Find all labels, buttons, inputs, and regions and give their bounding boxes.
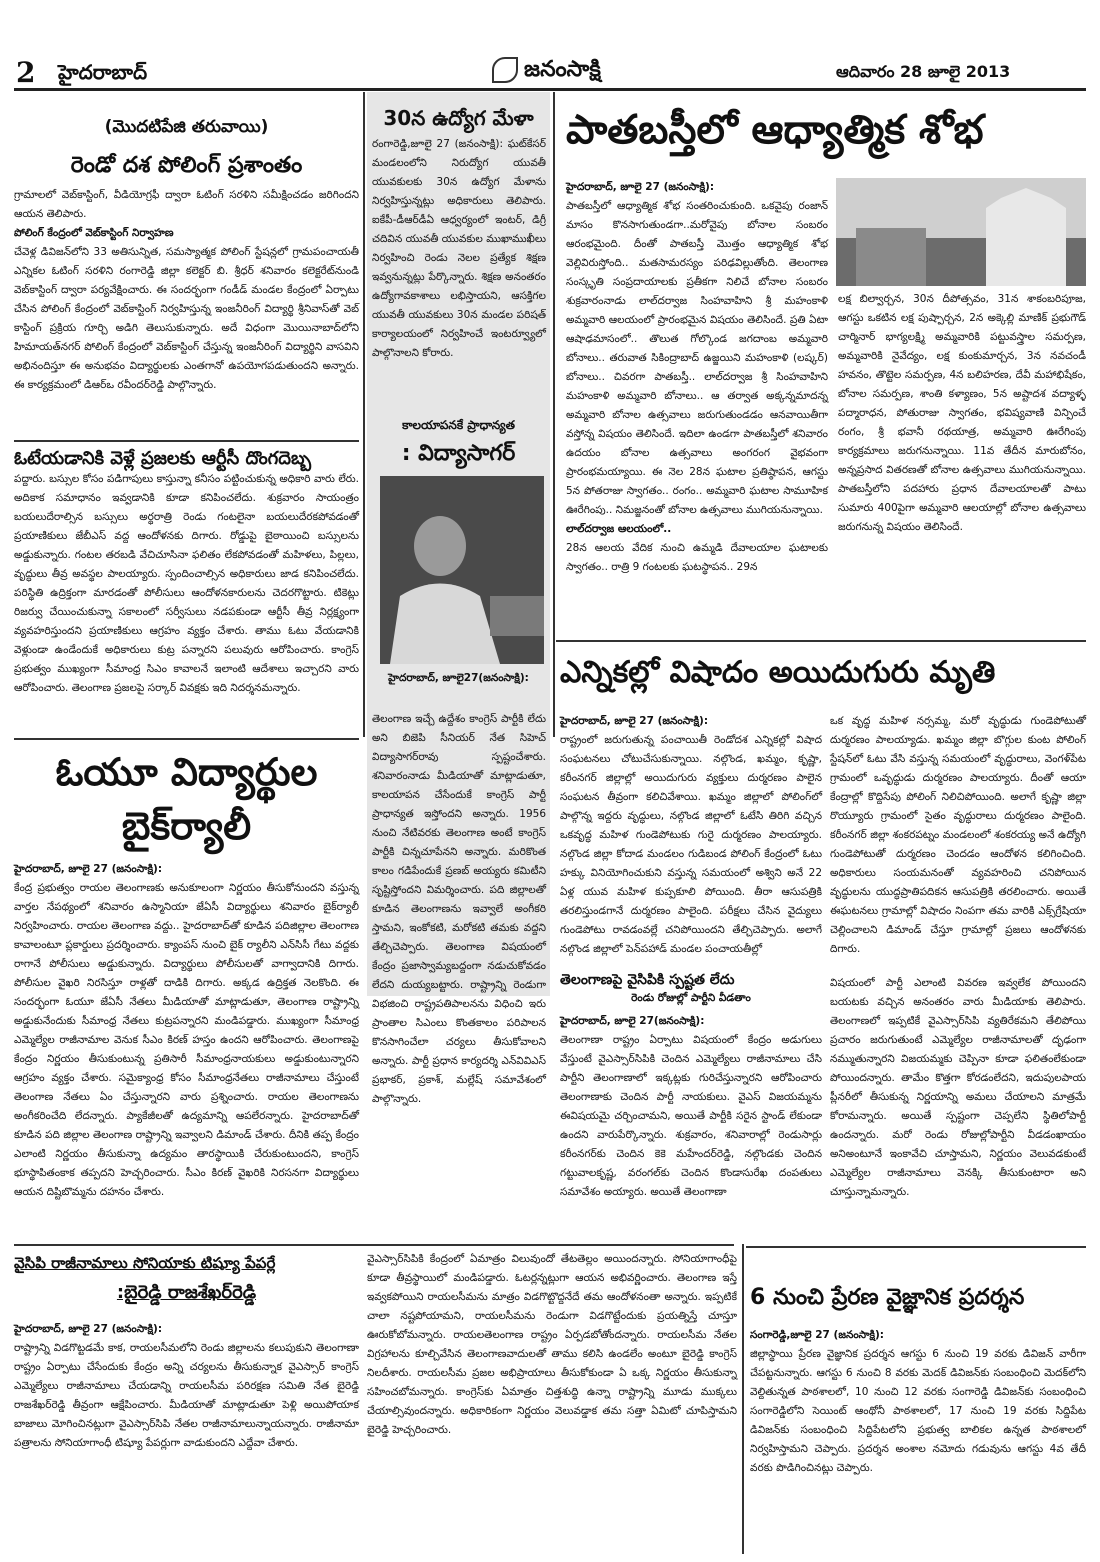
- paragraph: చేవెళ్ల డివిజన్‌లోని 33 అతిసున్నిత, సమస్యాత్మక పోలింగ్ స్టేషన్లలో గ్రామపంచాయతీ ఎన్నికల ఓటింగ్ సరళిని రంగారెడ్డి జిల్లా కలెక్టర్ బి. శ్రీధర్ శనివారం కలెక్టరేట్‌నుండి వెబ్‌కాస్టింగ్ ద్వారా పర్యవేక్షించారు. ఈ సందర్భంగా గండీడ్ మండల కేంద్రంలో ఏర్పాటు చేసిన పోలింగ్ కేంద్రంలో వెబ్‌కాస్టింగ్ నిర్వహిస్తున్న ఇంజనీరింగ్ విద్యార్థి శ్రీనివాస్‌తో వెబ్ కాస్టింగ్ ప్రక్రియ గూర్చి అడిగి తెలుసుకున్నారు. అదే విధంగా మొయినాబాద్‌లోని హిమాయత్‌నగర్ పోలింగ్ కేంద్రంలో వెబ్‌కాస్టింగ్ చేస్తున్న ఇంజనీరింగ్ విద్యార్థిని వాసవిని అభినందిస్తూ ఈ అనుభవం విద్యార్థులకు ఎంతగానో ఉపయోగపడుతుందని అన్నారు. ఈ కార్యక్రమంలో డిఆర్‌ఒ రవీందర్‌రెడ్డి పాల్గొన్నారు.: [14, 246, 359, 391]
- paragraph: వైఎస్సార్‌సిపికి కేంద్రంలో ఏమాత్రం విలువుందో తేటతెల్లం అయిందన్నారు. సోనియాగాంధీపై కూడా తీవ్రస్థాయిలో మండిపడ్డారు. ఓటర్లన్నట్లుగా ఆయన అభివర్ణించారు. తెలంగాణ ఇస్తే ఇవ్వకపోయిని రాయలసీమను మాత్రం విడగొట్టొద్దనేదే తమ ఆందోళనంతా అన్నారు. ఇప్పటికే చాలా నష్టపోయామని, రాయలసీమను రెండుగా విడగొట్టేందుకు ప్రయత్నిస్తే చూస్తూ ఊరుకోబోమన్నారు. రాయలతెలంగాణ రాష్ట్రం ఏర్పడబోతోందన్నారు. రాయలసీమ నేతల విగ్రహాలను కూల్చివేసిన తెలంగాణవాదులతో తాము కలిసి ఉండలేం అంటూ బైరెడ్డి కాంగ్రెస్ నిలదీశారు. రాయలసీమ ప్రజల అభిప్రాయాలు తీసుకోకుండా ఏ ఒక్క నిర్ణయం తీసుకున్నా సహించబోమన్నారు. కాంగ్రెస్‌కు ఏమాత్రం చిత్తశుద్ధి ఉన్నా రాష్ట్రాన్ని మూడు ముక్కలు చేయాల్సివుందన్నారు. అధికారికంగా నిర్ణయం వెలువడ్డాక తమ సత్తా ఏమిటో చూపిస్తామని బైరెడ్డి హెచ్చరించారు.: [367, 1253, 737, 1436]
- article-body: [14, 860, 359, 1240]
- dateline: సంగారెడ్డి,జూలై 27 (జనంసాక్షి):: [750, 1329, 884, 1341]
- masthead-title: జనంసాక్షి: [524, 57, 601, 82]
- divider: [14, 1244, 734, 1246]
- temple-image: [836, 178, 1086, 286]
- paragraph: పాతబస్తీలో ఆధ్యాత్మిక శోభ సంతరించుకుంది. ఒకవైపు రంజాన్ మాసం కొనసాగుతుండగా..మరోవైపు బోనాల సంబరం ఆరంభమైంది. దీంతో పాతబస్తీ మొత్తం ఆధ్యాత్మిక శోభ వెల్లివిరుస్తోంది.. మతసామరస్యం పరిఢవిల్లుతోంది. తెలంగాణ సంస్కృతి సంప్రదాయాలకు ప్రతీకగా నిలిచే బోనాల సంబరం శుక్రవారంనాడు లాల్‌దర్వాజ సింహవాహిని శ్రీ మహంకాళి అమ్మవారి ఆలయంలో ప్రారంభమైన విషయం తెలిసిందే. ప్రతి ఏటా ఆషాఢమాసంలో.. తొలుత గోల్కొండ జగదాంబ అమ్మవారి బోనాలు.. తరువాత సికింద్రాబాద్ ఉజ్జయిని మహంకాళి (లష్కర్) బోనాలు.. చివరగా పాతబస్తీ.. లాల్‌దర్వాజ శ్రీ సింహవాహిని మహంకాళి అమ్మవారి బోనాలు.. ఆ తర్వాత అక్కన్నమాదన్న అమ్మవారి బోనాల ఉత్సవాలు జరుగుతుండడం ఆనవాయితీగా వస్తోన్న విషయం తెలిసిందే. ఇదిలా ఉండగా పాతబస్తీలో శనివారం ఉదయం బోనాల ఉత్సవాలు అంగరంగ వైభవంగా ప్రారంభమయ్యాయి. ఈ నెల 28న ఘటాల ప్రతిష్ఠాపన, ఆగస్టు 5న పోతరాజు స్వాగతం.. రంగం.. అమ్మవారి ఘటాల సామూహిక ఊరేగింపు.. నిమజ్జనంతో బోనాల ఉత్సవాలు ముగియనున్నాయి.: [566, 200, 828, 516]
- column-rule: [553, 92, 555, 737]
- paragraph: పద్దారు. బస్సుల కోసం పడిగాపులు కాస్తున్నా కనీసం పట్టించుకున్న అధికారి వారు లేరు. అదికాక సమాధానం ఇవ్వడానికి కూడా కనిపించలేదు. శుక్రవారం సాయంత్రం బయలుదేరాల్సిన బస్సులు అర్థరాత్రి రెండు గంటలైనా బయలుదేరకపోవడంతో ప్రయాణికులు జేబీఎస్ వద్ద ఆందోళనకు దిగారు. రోడ్డుపై బైఠాయించి బస్సులను అడ్డుకున్నారు. గంటల తరబడి వేచిచూసినా ఫలితం లేకపోవడంతో మహిళలు, పిల్లలు, వృద్ధులు తీవ్ర అవస్థల పాలయ్యారు. స్పందించాల్సిన అధికారులు జాడ కనిపించలేదు. పరిస్థితి ఉద్రిక్తంగా మారడంతో పోలీసులు ఆందోళనకారులను చెదరగొట్టారు. టికెట్లు రిజర్వు చేయించుకున్నా సకాలంలో సర్వీసులు నడపకుండా ఆర్టీసీ తీవ్ర నిర్లక్ష్యంగా వ్యవహరిస్తుందని ప్రయాణికులు ఆగ్రహం వ్యక్తం చేశారు. తాము ఓటు వేయడానికి వెళ్లుండా ఉండేందుకే అధికారులు కుట్ర పన్నారని పలువురు ఆరోపించారు. కాంగ్రెస్ ప్రభుత్వం ముఖ్యంగా సీమాంధ్ర సిఎం కావాలనే ఇలాంటి ఆదేశాలు ఇచ్చారని వారు ఆరోపించారు. తెలంగాణ ప్రజలపై సర్కార్ వివక్షకు ఇది నిదర్శనమన్నారు.: [14, 473, 359, 694]
- portrait-photo: [380, 476, 544, 664]
- divider: [556, 640, 1086, 642]
- article-body: [830, 712, 1086, 974]
- kicker: కాలయాపనకే ప్రాధాన్యత: [402, 418, 515, 432]
- divider: [14, 738, 359, 740]
- dateline: హైదరాబాద్, జూలై27(జనంసాక్షి):: [388, 672, 529, 684]
- paragraph: కేంద్ర ప్రభుత్వం రాయల తెలంగాణకు అనుకూలంగా నిర్ణయం తీసుకోనుందని వస్తున్న వార్తల నేపథ్యంలో శనివారం ఉస్మానియా జేఏసీ విద్యార్థులు శనివారం బైక్‌ర్యాలీ నిర్వహించారు. రాయల తెలంగాణ వద్దు.. హైదరాబాద్‌తో కూడిన పదిజిల్లాల తెలంగాణ కావాలంటూ ప్లకార్డులు ప్రదర్శించారు. క్యాంపస్ నుంచి బైక్ ర్యాలీని ఎన్‌సిసీ గేటు వద్దకు రాగానే పోలీసులు అడ్డుకున్నారు. విద్యార్థులు పోలీసులతో వాగ్వాదానికి దిగారు. పోలీసుల వైఖరి నిరసిస్తూ రాళ్లతో దాడికి దిగారు. అక్కడ ఉద్రిక్తత నెలకొంది. ఈ సందర్భంగా ఓయూ జేఏసీ నేతలు మీడియాతో మాట్లాడుతూ, తెలంగాణ రాష్ట్రాన్ని అడ్డుకునేందుకు సీమాంధ్ర నేతలు కుట్రపన్నారని మండిపడ్డారు. ముఖ్యంగా సీమాంధ్ర ఎమ్మెల్యేల రాజీనామాల వెనుక సీఎం కిరణ్ హస్తం ఉందని ఆరోపించారు. తెలంగాణపై కేంద్రం నిర్ణయం తీసుకుంటున్న ప్రతిసారీ సీమాంధ్రనాయకులు అడ్డుకుంటున్నారని ఆగ్రహం వ్యక్తం చేశారు. సమైక్యాంధ్ర కోసం సీమాంధ్రనేతలు రాజీనామాలు చేస్తుంటే తెలంగాణ నేతలు ఏం చేస్తున్నారని వారు ప్రశ్నించారు. రాయల తెలంగాణను అంగీకరించేది లేదన్నారు. ప్యాకేజీలతో ఉద్యమాన్ని ఆపలేరన్నారు. హైదరాబాద్‌తో కూడిన పది జిల్లాల తెలంగాణ రాష్ట్రాన్ని ఇవ్వాలని డిమాండ్ చేశారు. దీనికి తప్ప కేంద్రం ఎలాంటి నిర్ణయం తీసుకున్నా ఉద్యమం తారస్థాయికి చేరుకుంటుందని, కాంగ్రెస్ భూస్థాపితంకాక తప్పదని హెచ్చరించారు. సీఎం కిరణ్ వైఖరికి నిరసనగా విద్యార్థులు ఆయన దిష్టిబొమ్మను దహనం చేశారు.: [14, 882, 359, 1198]
- dateline: హైదరాబాద్, జూలై 27(జనంసాక్షి):: [560, 1015, 705, 1027]
- paragraph: రంగారెడ్డి,జూలై 27 (జనంసాక్షి): ఘట్‌కేసర్ మండలంలోని నిరుద్యోగ యువతీ యువకులకు 30న ఉద్యోగ మేళాను నిర్వహిస్తున్నట్లు అధికారులు తెలిపారు. ఐకేపీ-డీఆర్‌డీఏ ఆధ్వర్యంలో ఇంటర్, డిగ్రీ చదివిన యువతీ యువకుల ముఖాముఖీలు నిర్వహించి రెండు నెలల ప్రత్యేక శిక్షణ ఇవ్వనున్నట్లు పేర్కొన్నారు. శిక్షణ అనంతరం ఉద్యోగావకాశాలు లభిస్తాయని, ఆసక్తిగల యువతీ యువకులు 30న మండల పరిషత్ కార్యాలయంలో నిర్వహించే ఇంటర్వ్యూలో పాల్గొనాలని కోరారు.: [372, 138, 546, 359]
- paragraph: 28న ఆలయ వేదిక నుంచి ఉమ్మడి దేవాలయాల ఘటాలకు స్వాగతం.. రాత్రి 9 గంటలకు ఘటస్థాపన.. 29న: [566, 542, 828, 573]
- masthead-logo-icon: [492, 57, 518, 83]
- article-body: [367, 1250, 737, 1552]
- portrait-image: [380, 476, 544, 664]
- article-body: [14, 470, 359, 732]
- subheadline: రెండు రోజుల్లో పార్టీని వీడతాం: [631, 992, 751, 1004]
- headline: తెలంగాణపై వైసిపికి స్పష్టత లేదు: [560, 972, 735, 988]
- issue-date: ఆదివారం 28 జూలై 2013: [836, 62, 1011, 81]
- article-body: [838, 290, 1086, 634]
- divider: [746, 1246, 1086, 1248]
- article-body: [14, 1320, 359, 1552]
- dateline: హైదరాబాద్, జూలై 27 (జనంసాక్షి):: [560, 715, 709, 727]
- article-body: [372, 135, 546, 435]
- article-body: [560, 1012, 822, 1242]
- headline: : విద్యాసాగర్: [401, 441, 516, 466]
- paragraph: రాష్ట్రంలో జరుగుతున్న పంచాయితీ రెండోదశ ఎన్నికల్లో విషాద సంఘటనలు చోటుచేసుకున్నాయి. నల్గొండ, ఖమ్మం, కృష్ణా, కరీంనగర్ జిల్లాల్లో అయిదుగురు వ్యక్తులు దుర్మరణం పాలైన సంఘటన తీవ్రంగా కలిచివేశాయి. ఖమ్మం జిల్లాలో పోలింగ్‌లో పాల్గొన్న ఇద్దరు వృద్ధులు, నల్గొండ జిల్లాలో ఓటేసి తిరిగి వచ్చిన ఒకవృద్ధ మహిళ గుండెపోటుకు గురై దుర్మరణం పాలయ్యారు. నల్గొండ జిల్లా కోదాడ మండలం గుడిబండ పోలింగ్ కేంద్రంలో ఓటు హక్కు వినియోగించుకుని వస్తున్న సమయంలో అశ్విని అనే 22 ఏళ్ల యువ మహిళ కుప్పకూలి పోయింది. తీరా ఆసుపత్రికి తరలిస్తుండగానే దుర్మరణం పాలైంది. పరీక్షలు చేసిన వైద్యులు గుండెపోటు రావడంవల్లే చనిపోయిందని తేల్చిచెప్పారు. అలాగే నల్గొండ జిల్లాలో పెన్‌పహాడ్ మండల పంచాయతీల్లో: [560, 734, 822, 955]
- paragraph: తెలంగాణా రాష్ట్రం ఏర్పాటు విషయంలో కేంద్రం అడుగులు వేస్తుంటే వైఎస్సార్‌సిపికి చెందిన ఎమ్మెల్యేలు రాజీనామాలు చేసి పార్టీని తెలంగాణాలో ఇక్కట్లకు గురిచేస్తున్నారని ఆరోపించారు తెలంగాణాకు చెందిన పార్టీ నాయకులు. వైఎస్ విజయమ్మను ఈవిషయమై చర్చించామని, అయితే పార్టీకి సరైన స్టాండ్ లేకుండా ఉందని వారుపేర్కొన్నారు. శుక్రవారం, శనివారాల్లో రెండుసార్లు కరీంనగర్‌కు చెందిన కెకె మహేందర్‌రెడ్డి, నల్గొండకు చెందిన గట్టువాలకృష్ణ, వరంగల్‌కు చెందిన కొండాసురేఖ దంపతులు సమావేశం అయ్యారు. అయితే తెలంగాణా: [560, 1034, 822, 1198]
- subheading: లాల్‌దర్వాజ ఆలయంలో..: [566, 523, 672, 535]
- paragraph: విషయంలో పార్టీ ఎలాంటి వివరణ ఇవ్వలేక పోయిందని బయటకు వచ్చిన అనంతరం వారు మీడియాకు తెలిపారు. తెలంగాణలో ఇప్పటికే వైఎస్సార్‌సిపి వ్యతిరేకమని తేలిపోయి ప్రచారం జరుగుతుంటే ఎమ్మెల్యేల రాజీనామాలతో దృఢంగా నమ్ముతున్నారని విజయమ్మకు చెప్పినా కూడా ఫలితంలేకుండా పోయిందన్నారు. తామేం కొత్తగా కోరడంలేదని, ఇదుపులపాయ ప్లీనరీలో తీసుకున్న నిర్ణయాన్ని అమలు చేయాలని మాత్రమే కోరామన్నారు. అయితే స్పష్టంగా చెప్పలేని స్థితిలోపార్టీ ఉందన్నారు. మరో రెండు రోజుల్లోపార్టీని వీడడంఖాయం అనిఅంటూనే ఇంకావేచి చూస్తామని, నిర్ణయం వెలువడకుంటే ఎమ్మెల్యేల రాజీనామాలు వెనక్కి తీసుకుంటారా అని చూస్తున్నామన్నారు.: [830, 977, 1086, 1198]
- paragraph: ఒక వృద్ధ మహిళ నర్సమ్మ, మరో వృద్ధుడు గుండెపోటుతో దుర్మరణం పాలయ్యాడు. ఖమ్మం జిల్లా బొగ్గుల కుంట పోలింగ్ స్టేషన్‌లో ఓటు వేసి వస్తున్న సమయంలో వృద్ధురాలు, వెంగళ్‌పేట గ్రామంలో ఒవృద్ధుడు దుర్మరణం పాలయ్యారు. దీంతో ఆయా కేంద్రాల్లో కొద్దిసేపు పోలింగ్ నిలిచిపోయింది. అలాగే కృష్ణా జిల్లా రొయ్యూరు గ్రామంలో సైతం వృద్ధురాలు దుర్మరణం పాలైంది. కరీంనగర్ జిల్లా శంకరపట్నం మండలంలో శంకరయ్య అనే ఉద్యోగి గుండెపోటుతో దుర్మరణం చెందడం ఆందోళన కలిగించింది. అధికారులు సంయమనంతో వ్యవహరించి చనిపోయిన వృద్ధులను యుద్ధప్రాతిపదికన ఆసుపత్రికి తరలించారు. అయితే ఈఘటనలు గ్రామాల్లో విషాదం నింపగా తమ వారికి ఎక్స్‌గ్రేషియా చెల్లించాలని డిమాండ్ చేస్తూ గ్రామాల్లో ప్రజలు ఆందోళనకు దిగారు.: [830, 715, 1086, 955]
- dateline: హైదరాబాద్, జూలై 27 (జనంసాక్షి):: [566, 181, 715, 193]
- article-body: [372, 710, 546, 1105]
- subheading: పోలింగ్ కేంద్రంలో వెబ్‌కాస్టింగ్ నిర్వాహణ: [14, 227, 174, 239]
- headline: ఓటేయడానికి వెళ్లే ప్రజలకు ఆర్టీసీ దొంగదెబ్బ: [14, 448, 312, 469]
- column-rule: [363, 92, 365, 737]
- subheadline: :బైరెడ్డి రాజశేఖర్‌రెడ్డి: [116, 1282, 257, 1303]
- article-body: [830, 974, 1086, 1242]
- dateline: హైదరాబాద్, జూలై 27 (జనంసాక్షి):: [14, 863, 163, 875]
- paragraph: గ్రామాలలో వెబ్‌కాస్టింగ్, వీడియోగ్రఫీ ద్వారా ఓటింగ్ సరళిని సమీక్షించడం జరిగిందని ఆయన తెలిపారు.: [14, 189, 359, 220]
- page-number: 2: [16, 56, 36, 89]
- paragraph: జిల్లాస్థాయి ప్రేరణ వైజ్ఞానిక ప్రదర్శన ఆగస్టు 6 నుంచి 19 వరకు డివిజన్ వారీగా చేపట్టనున్నారు. ఆగస్టు 6 నుంచి 8 వరకు మెదక్ డివిజన్‌కు సంబంధించి మెదక్‌లోని వెల్దితున్నత పాఠశాలలో, 10 నుంచి 12 వరకు సంగారెడ్డి డివిజన్‌కు సంబంధించి సంగారెడ్డిలోని సెయింట్ ఆంథోనీ పాఠశాలలో, 17 నుంచి 19 వరకు సిద్దిపేట డివిజన్‌కు సంబంధించి సిద్దిపేటలోని ప్రభుత్వ బాలికల ఉన్నత పాఠశాలలో నిర్వహిస్తామని చెప్పారు. ప్రదర్శన అంశాల నమోదు గడువును ఆగస్టు 4వ తేదీ వరకు పొడిగించినట్లు చెప్పారు.: [750, 1348, 1086, 1474]
- paragraph: రాష్ట్రాన్ని విడగొట్టడమే కాక, రాయలసీమలోని రెండు జిల్లాలను కలుపుకుని తెలంగాణా రాష్ట్రం ఏర్పాటు చేసేందుకు కేంద్రం అన్ని చర్యలను తీసుకున్నాక వైఎస్సార్ కాంగ్రెస్ ఎమ్మెల్యేలు రాజీనామాలు చేయడాన్ని రాయలసీమ పరిరక్షణ సమితి నేత బైరెడ్డి రాజశేఖర్‌రెడ్డి తీవ్రంగా ఆక్షేపించారు. మీడియాతో మాట్లాడుతూ పెళ్లి అయిపోయాక బాజాలు మోగించినట్లుగా వైఎస్సార్‌సిపి నేతల రాజీనామాలున్నాయన్నారు. రాజీనామా పత్రాలను సోనియాగాంధీ టిష్యూ పేపర్లుగా వాడుకుందని ఎద్దేవా చేశారు.: [14, 1342, 359, 1449]
- headline: రెండో దశ పోలింగ్ ప్రశాంతం: [70, 153, 303, 178]
- section-city: హైదరాబాద్: [58, 60, 148, 84]
- headline: 6 నుంచి ప్రేరణ వైజ్ఞానిక ప్రదర్శన: [750, 1285, 1025, 1310]
- dateline: హైదరాబాద్, జూలై 27 (జనంసాక్షి):: [14, 1323, 163, 1335]
- temple-photo: [836, 178, 1086, 286]
- headline: బైక్‌ర్యాలీ: [121, 804, 252, 848]
- divider: [14, 440, 359, 442]
- headline: ఓయూ విద్యార్థుల: [55, 750, 318, 794]
- article-body: [566, 178, 828, 628]
- article-body: [750, 1326, 1086, 1554]
- headline: వైసిపి రాజీనామాలు సోనియాకు టిష్యూ పేపర్లే: [14, 1254, 276, 1272]
- paragraph: తెలంగాణ ఇచ్చే ఉద్దేశం కాంగ్రెస్ పార్టీకి లేదు అని బిజెపి సీనియర్ నేత సిహెచ్ విద్యాసాగర్‌రావు స్పష్టంచేశారు. శనివారంనాడు మీడియాతో మాట్లాడుతూ, కాలయాపన చేసేందుకే కాంగ్రెస్ పార్టీ ప్రాధాన్యత ఇస్తోందని అన్నారు. 1956 నుంచి నేటివరకు తెలంగాణ అంటే కాంగ్రెస్ పార్టీకి చిన్నచూపేనని అన్నారు. మరికొంత కాలం గడిపేందుకే ప్రణబ్ అయ్యరు కమిటీని సృష్టిస్తోందని విమర్శించారు. పది జిల్లాలతో కూడిన తెలంగాణను ఇవ్వాలే అంగీకరి స్తామని, ఇంకోకటి, మరోకటి తమకు వద్దని తేల్చిచెప్పారు. తెలంగాణ విషయంలో కేంద్రం ప్రజాస్వామ్యబద్దంగా నడుచుకోవడం లేదని దుయ్యబట్టారు. రాష్ట్రాన్ని రెండుగా విభజించి రాష్ట్రపతిపాలనను విధించి ఇరు ప్రాంతాల సిఎంలు కొంతకాలం పరిపాలన కొనసాగించేలా చర్యలు తీసుకోవాలని అన్నారు. పార్టీ ప్రధాన కార్యదర్శి ఎన్‌వివిఎస్ ప్రభాకర్, ప్రకాశ్, మల్లేష్ సమావేశంలో పాల్గొన్నారు.: [372, 713, 546, 1105]
- continued-label: (మొదటిపేజి తరువాయి): [104, 117, 269, 137]
- headline: ఎన్నికల్లో విషాదం అయిదుగురు మృతి: [560, 655, 996, 690]
- masthead: [492, 57, 601, 87]
- column-rule: [742, 1244, 744, 1554]
- lead-headline: పాతబస్తీలో ఆధ్యాత్మిక శోభ: [566, 107, 984, 153]
- headline: 30న ఉద్యోగ మేళా: [383, 106, 534, 130]
- paragraph: లక్ష బిల్వార్చన, 30న దీపోత్సవం, 31న శాకంబరిపూజ, ఆగస్టు ఒకటిన లక్ష పుష్పార్చన, 2న అక్కెల్లి మాణిక్ ప్రభుగౌడ్ చార్మినార్ భాగ్యలక్ష్మి అమ్మవారికి పట్టువస్త్రాల సమర్పణ, అమ్మవారికి నైవేద్యం, లక్ష కుంకుమార్చన, 3న నవచండీ హవనం, తొట్టెల సమర్పణ, 4న బలిహరణ, దేవీ మహాభిషేకం, బోనాల సమర్పణ, శాంతి కళ్యాణం, 5న అష్టాదశ వద్యాళ్ళ పద్మారాధన, పోతురాజు స్వాగతం, భవిష్యవాణి విన్పించే రంగం, శ్రీ భవానీ రథయాత్ర, అమ్మవారి ఊరేగింపు కార్యక్రమాలు జరుగనున్నాయి. 11వ తేదీన మారుబోనం, అన్నప్రసాద వితరణతో బోనాల ఉత్సవాలు ముగియనున్నాయి. పాతబస్తీలోని పదహారు ప్రధాన దేవాలయాలతో పాటు సుమారు 400పైగా అమ్మవారి ఆలయాల్లో బోనాల ఉత్సవాలు జరుగనున్న విషయం తెలిసిందే.: [838, 293, 1086, 533]
- article-body: [560, 712, 822, 974]
